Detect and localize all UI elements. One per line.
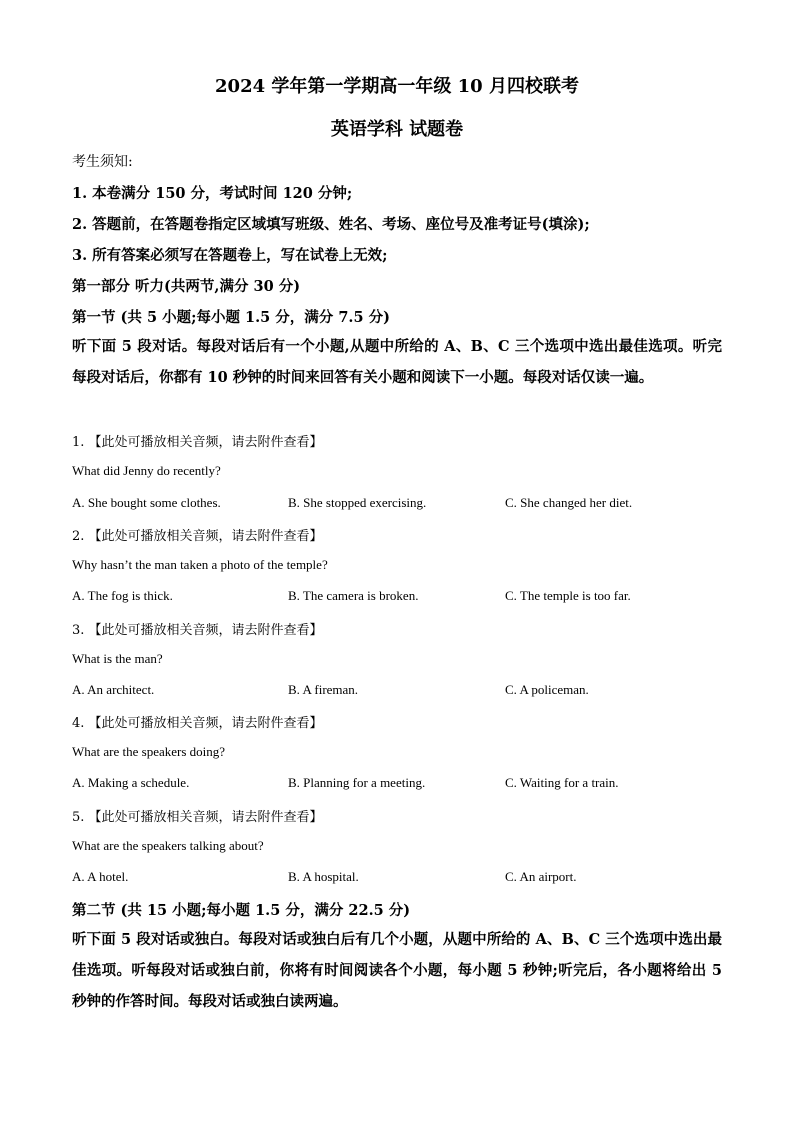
question-4-option-c: C. Waiting for a train. [505,775,619,790]
notice-item-2: 2. 答题前，在答题卷指定区域填写班级、姓名、考场、座位号及准考证号(填涂); [72,216,590,233]
exam-subtitle: 英语学科 试题卷 [330,119,464,140]
question-4-audio-label: 4. 【此处可播放相关音频，请去附件查看】 [72,716,323,731]
question-5-option-c: C. An airport. [505,869,577,884]
question-3-audio-label: 3. 【此处可播放相关音频，请去附件查看】 [72,623,323,638]
question-4-option-b: B. Planning for a meeting. [288,775,426,790]
question-2-text: Why hasn’t the man taken a photo of the temple? [72,557,328,572]
question-1-text: What did Jenny do recently? [72,463,221,478]
question-3-option-a: A. An architect. [72,682,155,697]
section2-heading: 第二节 (共 15 小题;每小题 1.5 分，满分 22.5 分) [72,902,411,919]
question-1-option-b: B. She stopped exercising. [288,495,427,510]
part1-heading: 第一部分 听力(共两节,满分 30 分) [72,278,301,295]
question-1-option-a: A. She bought some clothes. [72,495,221,510]
notice-item-1: 1. 本卷满分 150 分，考试时间 120 分钟; [72,185,353,202]
question-2-option-b: B. The camera is broken. [288,588,419,603]
question-5-option-b: B. A hospital. [288,869,359,884]
question-1-audio-label: 1. 【此处可播放相关音频，请去附件查看】 [72,435,323,450]
section2-instructions: 听下面 5 段对话或独白。每段对话或独白后有几个小题，从题中所给的 A、B、C 三个选项中选出最佳选项。听每段对话或独白前，你将有时间阅读各个小题，每小题 5 秒钟;听完后，各小题将给出 5 秒钟的作答时间。每段对话或独白读两遍。 [72,931,722,1010]
question-5-text: What are the speakers talking about? [72,838,264,853]
question-1-option-c: C. She changed her diet. [505,495,633,510]
notice-item-3: 3. 所有答案必须写在答题卷上，写在试卷上无效; [72,247,388,264]
section1-heading: 第一节 (共 5 小题;每小题 1.5 分，满分 7.5 分) [72,309,390,326]
question-2-audio-label: 2. 【此处可播放相关音频，请去附件查看】 [72,529,323,544]
question-3-text: What is the man? [72,651,163,666]
question-4-option-a: A. Making a schedule. [72,775,190,790]
question-5-option-a: A. A hotel. [72,869,129,884]
section1-instructions: 听下面 5 段对话。每段对话后有一个小题,从题中所给的 A、B、C 三个选项中选出最佳选项。听完每段对话后，你都有 10 秒钟的时间来回答有关小题和阅读下一小题。每段对话仅读一遍。 [72,338,722,386]
exam-title: 2024 学年第一学期高一年级 10 月四校联考 [215,76,579,97]
notice-heading: 考生须知: [72,154,133,170]
question-4-text: What are the speakers doing? [72,744,226,759]
question-3-option-c: C. A policeman. [505,682,589,697]
question-3-option-b: B. A fireman. [288,682,359,697]
question-5-audio-label: 5. 【此处可播放相关音频，请去附件查看】 [72,810,323,825]
question-2-option-a: A. The fog is thick. [72,588,173,603]
question-2-option-c: C. The temple is too far. [505,588,631,603]
